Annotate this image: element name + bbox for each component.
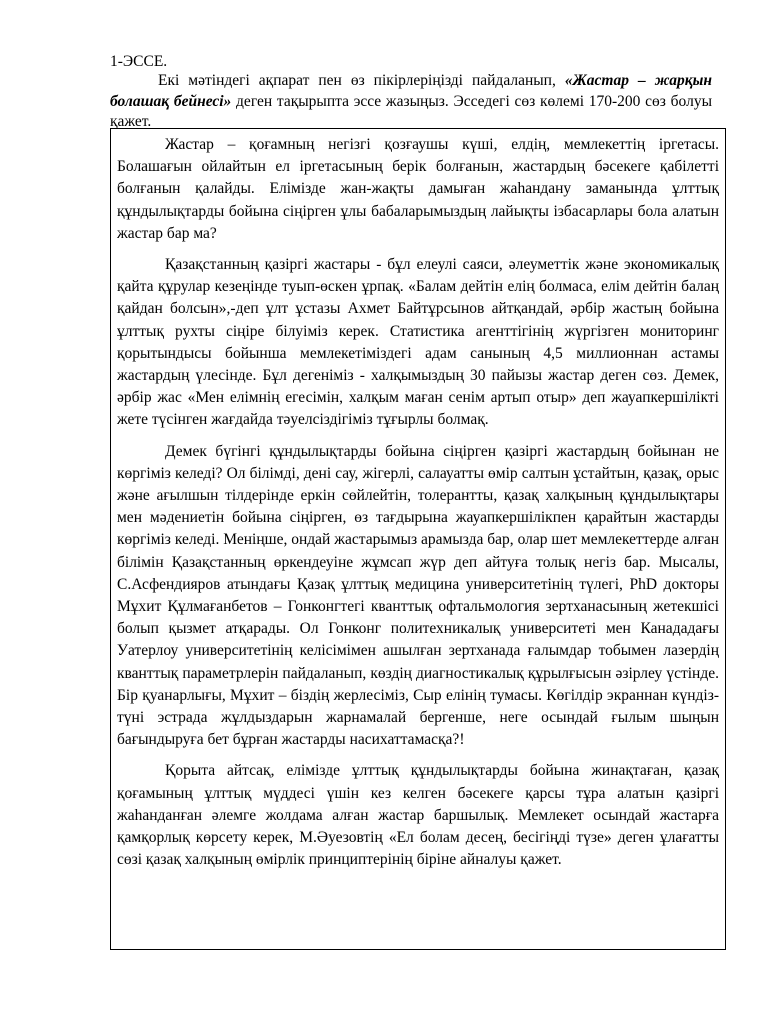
task-text-before: Екі мәтіндегі ақпарат пен өз пікірлеріңізді пайдаланып, xyxy=(158,72,565,89)
essay-text-box xyxy=(110,128,726,950)
essay-paragraph-youth: Қазақстанның қазіргі жастары - бұл елеулі саяси, әлеуметтік және экономикалық қайта құрулар кезеңінде туып-өскен ұрпақ. «Балам дейтін елің болмаса, елім дейтін балаң қайдан болсын»,-деп ұлт ұстазы Ахмет Байтұрсынов айтқандай, әрбір жастың бойына ұлттық рухты сіңіре білуіміз керек. Статистика агенттігінің жүргізген мониторинг қорытындысы бойынша мемлекетіміздегі адам санының 4,5 миллионнан астамы жастардың үлесінде. Бұл дегеніміз - халқымыздың 30 пайызы жастар деген сөз. Демек, әрбір жас «Мен елімнің егесімін, халқым маған сенім артып отыр» деп жауапкершілікті жете түсінген жағдайда тәуелсіздігіміз тұғырлы болмақ. xyxy=(117,256,719,429)
essay-paragraph-intro: Жастар – қоғамның негізгі қозғаушы күші, елдің, мемлекеттің іргетасы. Болашағын ойлайтын ел іргетасының берік болғанын, жастардың бәсекеге қабілетті болғанын қалайды. Елімізде жан-жақты дамыған жаһандану заманында ұлттық құндылықтарды бойына сіңірген ұлы бабаларымыздың лайықты ізбасарлары бола алатын жастар бар ма? xyxy=(117,136,719,242)
essay-heading: 1-ЭССЕ. xyxy=(110,53,168,70)
essay-paragraph-conclusion: Қорыта айтсақ, елімізде ұлттық құндылықтарды бойына жинақтаған, қазақ қоғамының ұлттық мүддесі үшін кез келген бәсекеге қарсы тұра алатын қазіргі жаһанданған әлемге жолдама алған жастар баршылық. Мемлекет осындай жастарға қамқорлық көрсету керек, М.Әуезовтің «Ел болам десең, бесігіңді түзе» деген ұлағатты сөзі қазақ халқының өмірлік принциптерінің біріне айналуы қажет. xyxy=(117,762,719,869)
essay-topic: «Жастар – жарқын болашақ бейнесі» xyxy=(110,72,712,110)
task-text-after: деген тақырыпта эссе жазыңыз. Эсседегі сөз көлемі 170-200 сөз болуы қажет. xyxy=(110,92,712,130)
task-instructions xyxy=(110,71,712,133)
essay-paragraph-values: Демек бүгінгі құндылықтарды бойына сіңірген қазіргі жастардың бойынан не көргіміз келеді? Ол білімді, дені сау, жігерлі, салауатты өмір салтын ұстайтын, қазақ, орыс және ағылшын тілдерінде еркін сөйлейтін, толерантты, қазақ халқының құндылықтары мен мәдениетін бойына сіңірген, өз тағдырына жауапкершілікпен қарайтын жастарды көргіміз келеді. Меніңше, ондай жастарымыз арамызда бар, олар шет мемлекеттерде алған білімін Қазақстанның өркендеуіне жұмсап жүр деп айтуға толық негіз бар. Мысалы, С.Асфендияров атындағы Қазақ ұлттық медицина университетінің түлегі, PhD докторы Мұхит Құлмағанбетов – Гонконгтегі кванттық офтальмология зертханасының жетекшісі болып қызмет атқарады. Ол Гонконг политехникалық университеті мен Канададағы Уатерлоу университетінің келісімімен ашылған зертханада ғалымдар тобымен лазердің кванттық параметрлерін пайдаланып, көздің диагностикалық құрылғысын әзірлеу үстінде. Бір қуанарлығы, Мұхит – біздің жерлесіміз, Сыр елінің тумасы. Көгілдір экраннан күндіз-түні эстрада жұлдыздарын жарнамалай бергенше, неге осындай ғылым шыңын бағындыруға бет бұрған жастарды насихаттамасқа?! xyxy=(117,442,719,749)
